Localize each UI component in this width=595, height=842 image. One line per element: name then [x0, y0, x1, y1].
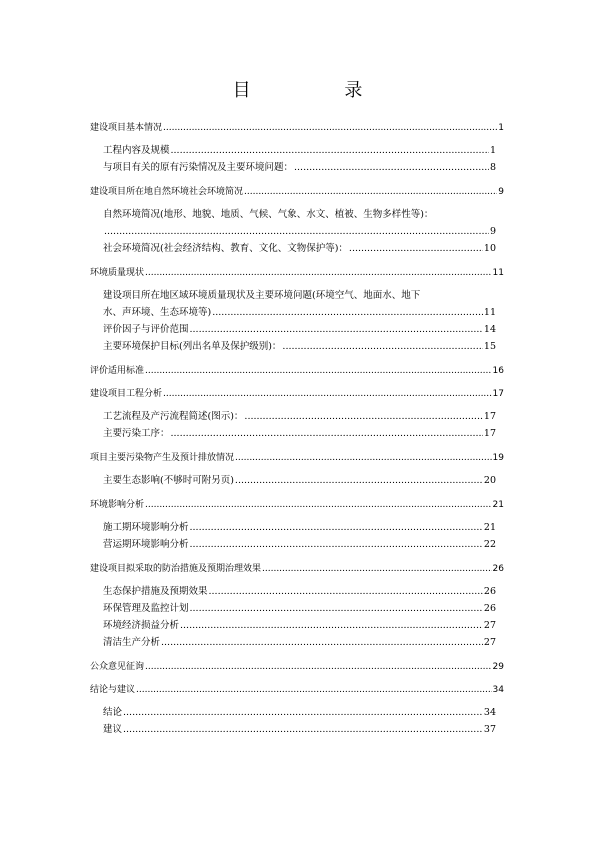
- toc-leader-dots: [145, 365, 492, 378]
- toc-section-label: 环境影响分析: [90, 500, 145, 510]
- toc-page-number: 21: [492, 500, 504, 510]
- toc-leader-dots: [294, 159, 489, 176]
- toc-page-number: 15: [483, 341, 496, 352]
- toc-subsection-entry[interactable]: [103, 425, 496, 442]
- toc-leader-dots: [209, 583, 483, 600]
- toc-subsection-entry[interactable]: [103, 142, 496, 159]
- toc-subsection-entry[interactable]: [103, 519, 496, 536]
- toc-leader-dots: [104, 223, 489, 240]
- toc-subsection-line2: [103, 223, 496, 240]
- page-title: 目 录: [232, 80, 407, 101]
- toc-page-number: 19: [492, 453, 504, 463]
- toc-subsection-entry[interactable]: [103, 240, 496, 257]
- toc-leader-dots: [163, 388, 492, 401]
- toc-page-number: 14: [483, 324, 496, 335]
- toc-leader-dots: [171, 425, 483, 442]
- toc-subsection-label: 施工期环境影响分析: [103, 522, 189, 533]
- toc-section-entry[interactable]: [90, 563, 504, 576]
- toc-leader-dots: [244, 186, 497, 199]
- toc-leader-dots: [235, 452, 492, 465]
- toc-page-number: 9: [489, 226, 496, 237]
- toc-leader-dots: [235, 472, 483, 489]
- toc-page-number: 17: [483, 428, 496, 439]
- toc-leader-dots: [136, 684, 492, 697]
- toc-section-entry[interactable]: [90, 684, 504, 697]
- toc-section-label: 建设项目所在地自然环境社会环境简况: [90, 187, 244, 197]
- toc-section-label: 建设项目基本情况: [90, 123, 163, 133]
- toc-subsection-label: 结论: [103, 707, 123, 718]
- toc-page-number: 17: [483, 411, 496, 422]
- toc-leader-dots: [123, 721, 483, 738]
- toc-section-label: 评价适用标准: [90, 366, 145, 376]
- toc-leader-dots: [145, 267, 492, 280]
- toc-subsection-label: 环保管理及监控计划: [103, 603, 189, 614]
- toc-subsection-entry[interactable]: [103, 536, 496, 553]
- toc-leader-dots: [190, 600, 483, 617]
- toc-page-number: 8: [489, 162, 496, 173]
- toc-subsection-entry[interactable]: [103, 206, 496, 240]
- toc-section-entry[interactable]: [90, 499, 504, 512]
- toc-subsection-entry[interactable]: [103, 338, 496, 355]
- toc-subsection-label: 生态保护措施及预期效果: [103, 586, 208, 597]
- toc-page-number: 10: [483, 243, 496, 254]
- toc-page-number: 1: [498, 123, 504, 133]
- toc-section-label: 建设项目拟采取的防治措施及预期治理效果: [90, 564, 262, 574]
- toc-leader-dots: [171, 142, 489, 159]
- toc-subsection-label: 主要生态影响(不够时可附另页): [103, 475, 234, 486]
- toc-subsection-entry[interactable]: [103, 583, 496, 600]
- toc-page-number: 34: [492, 685, 504, 695]
- toc-subsection-entry[interactable]: [103, 600, 496, 617]
- toc-subsection-entry[interactable]: [103, 472, 496, 489]
- toc-page-number: 16: [492, 366, 504, 376]
- toc-leader-dots: [190, 321, 483, 338]
- toc-section-entry[interactable]: [90, 452, 504, 465]
- toc-section-label: 项目主要污染物产生及预计排放情况: [90, 453, 235, 463]
- toc-section-entry[interactable]: [90, 186, 504, 199]
- toc-page-number: 11: [492, 268, 504, 278]
- toc-section-label: 建设项目工程分析: [90, 389, 163, 399]
- toc-subsection-label: 工程内容及规模: [103, 145, 170, 156]
- toc-leader-dots: [180, 617, 483, 634]
- toc-subsection-label: 社会环境简况(社会经济结构、教育、文化、文物保护等)：: [103, 243, 348, 254]
- toc-subsection-label: 工艺流程及产污流程简述(图示)：: [103, 411, 244, 422]
- toc-page-number: 27: [483, 637, 496, 648]
- toc-section-entry[interactable]: [90, 661, 504, 674]
- toc-subsection-entry[interactable]: [103, 634, 496, 651]
- toc-section-entry[interactable]: [90, 122, 504, 135]
- toc-subsection-label-line1: 自然环境简况(地形、地貌、地质、气候、气象、水文、植被、生物多样性等)：: [103, 209, 434, 220]
- toc-page-number: 29: [492, 662, 504, 672]
- toc-leader-dots: [145, 661, 492, 674]
- toc-subsection-entry[interactable]: [103, 617, 496, 634]
- toc-subsection-label: 主要污染工序：: [103, 428, 170, 439]
- toc-section-label: 公众意见征询: [90, 662, 145, 672]
- toc-page-number: 11: [483, 307, 496, 318]
- toc-subsection-label: 环境经济损益分析: [103, 620, 180, 631]
- toc-subsection-label-line2: 水、声环境、生态环境等): [103, 307, 212, 318]
- toc-page-number: 9: [498, 187, 504, 197]
- toc-leader-dots: [161, 634, 483, 651]
- toc-section-label: 结论与建议: [90, 685, 136, 695]
- toc-leader-dots: [282, 338, 482, 355]
- toc-subsection-entry[interactable]: [103, 704, 496, 721]
- toc-section-label: 环境质量现状: [90, 268, 145, 278]
- toc-page-number: 26: [492, 564, 504, 574]
- toc-subsection-entry[interactable]: [103, 321, 496, 338]
- toc-subsection-entry[interactable]: [103, 159, 496, 176]
- toc-page-number: 22: [483, 539, 496, 550]
- toc-section-entry[interactable]: [90, 365, 504, 378]
- toc-leader-dots: [244, 408, 482, 425]
- toc-leader-dots: [190, 519, 483, 536]
- toc-page-number: 26: [483, 603, 496, 614]
- toc-page-number: 1: [489, 145, 496, 156]
- toc-page-number: 27: [483, 620, 496, 631]
- toc-page-number: 34: [483, 707, 496, 718]
- toc-page-number: 26: [483, 586, 496, 597]
- toc-subsection-entry[interactable]: [103, 287, 496, 321]
- toc-subsection-label: 清洁生产分析: [103, 637, 161, 648]
- toc-leader-dots: [349, 240, 483, 257]
- toc-leader-dots: [190, 536, 483, 553]
- toc-subsection-entry[interactable]: [103, 408, 496, 425]
- toc-subsection-label: 与项目有关的原有污染情况及主要环境问题：: [103, 162, 294, 173]
- toc-leader-dots: [212, 304, 483, 321]
- toc-subsection-line2: [103, 304, 496, 321]
- toc-subsection-label: 建议: [103, 724, 123, 735]
- toc-section-entry[interactable]: [90, 267, 504, 280]
- toc-subsection-label: 评价因子与评价范围: [103, 324, 189, 335]
- toc-page-number: 21: [483, 522, 496, 533]
- toc-page-number: 20: [483, 475, 496, 486]
- toc-leader-dots: [262, 563, 492, 576]
- toc-page-number: 17: [492, 389, 504, 399]
- toc-subsection-label-line1: 建设项目所在地区域环境质量现状及主要环境问题(环境空气、地面水、地下: [103, 290, 421, 301]
- toc-leader-dots: [163, 122, 497, 135]
- table-of-contents: [90, 112, 504, 738]
- toc-leader-dots: [123, 704, 483, 721]
- toc-subsection-entry[interactable]: [103, 721, 496, 738]
- toc-subsection-label: 主要环境保护目标(列出名单及保护级别)：: [103, 341, 282, 352]
- toc-leader-dots: [145, 499, 492, 512]
- toc-section-entry[interactable]: [90, 388, 504, 401]
- toc-subsection-label: 营运期环境影响分析: [103, 539, 189, 550]
- toc-page-number: 37: [483, 724, 496, 735]
